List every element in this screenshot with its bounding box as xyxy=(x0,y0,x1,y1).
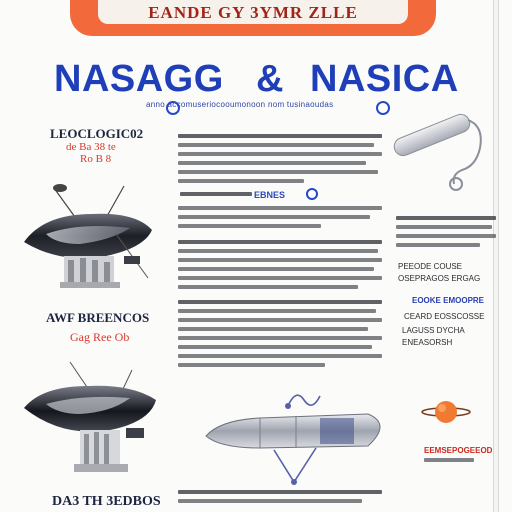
rocket-illustration xyxy=(200,384,396,488)
right-caption-6: ENEASORSH xyxy=(402,338,453,347)
left-subhead-top-1: de Ba 38 te xyxy=(66,141,116,153)
banner-text: EANDE GY 3YMR ZLLE xyxy=(148,3,358,22)
center-paragraph-bottom xyxy=(178,490,382,508)
center-inline-leadin xyxy=(180,192,252,201)
left-heading-mid: AWF BREENCOS xyxy=(46,310,150,325)
left-subhead-top-2: Ro B 8 xyxy=(80,153,112,165)
left-subhead-mid: Gag Ree Ob xyxy=(70,330,130,344)
spacecraft-illustration-top xyxy=(20,170,156,302)
left-footer: DA3 TH 3EDBOS xyxy=(52,494,161,509)
center-paragraph-3 xyxy=(178,240,382,294)
inline-bullet-icon xyxy=(306,188,318,200)
subtitle: anno accomuseriocooumonoon nom tusinaoudas xyxy=(146,100,334,109)
title-left: NASAGG xyxy=(54,58,224,100)
right-caption-7: EEMSEPOGEEOD xyxy=(424,446,493,455)
planet-icon xyxy=(420,396,472,428)
right-caption-4: CEARD EOSSCOSSE xyxy=(404,312,485,321)
right-paragraph-1 xyxy=(396,216,496,252)
right-caption-3: EOOKE EMOOPRE xyxy=(412,296,485,305)
center-paragraph-4 xyxy=(178,300,382,372)
left-heading-top: LEOCLOGIC02 xyxy=(50,126,144,141)
subtitle-bullet-icon-right xyxy=(376,101,390,115)
header-banner-inner xyxy=(98,0,408,24)
title-ampersand: & xyxy=(256,58,284,100)
spacecraft-illustration-bottom xyxy=(22,356,158,484)
title-right: NASICA xyxy=(310,58,459,100)
tube-probe-illustration xyxy=(392,104,492,200)
center-inline-link[interactable]: EBNES xyxy=(254,190,286,200)
right-caption-5: LAGUSS DYCHA xyxy=(402,326,465,335)
right-caption-1: PEEODE COUSE xyxy=(398,262,463,271)
right-caption-2: OSEPRAGOS ERGAG xyxy=(398,274,481,283)
center-paragraph-1 xyxy=(178,134,382,188)
page-edge-divider xyxy=(493,0,499,512)
right-paragraph-2 xyxy=(424,458,474,467)
center-paragraph-2 xyxy=(178,206,382,233)
header-banner xyxy=(70,0,436,36)
